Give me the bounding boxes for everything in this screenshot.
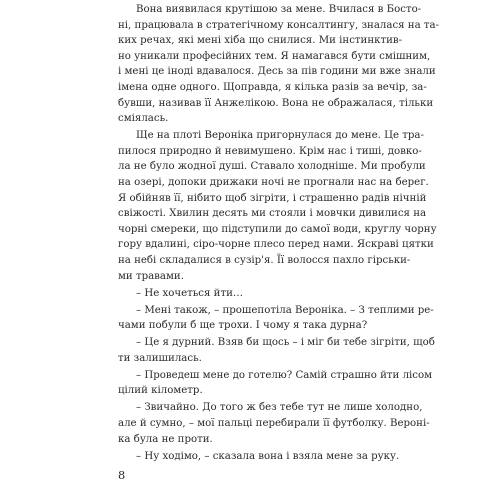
- text-line: на небі складалися в сузір'я. Її волосся пахло гірськи-: [118, 255, 411, 266]
- text-line: бувши, називав її Анжелікою. Вона не ображалася, тільки: [118, 97, 434, 109]
- page-number: 8: [118, 468, 126, 483]
- dialogue-line: ка була не проти.: [118, 433, 213, 445]
- text-line: ла не було жодної душі. Ставало холодніше. Ми пробули: [118, 161, 426, 173]
- text-line: свіжості. Хвилин десять ми стояли і мовчки дивилися на: [118, 208, 427, 220]
- text-line: сміялась.: [118, 113, 169, 125]
- text-line: ми травами.: [118, 270, 184, 282]
- dialogue-line: цілий кілометр.: [118, 385, 203, 397]
- text-line: ких речах, які мені хіба що снилися. Ми інстинктив-: [118, 35, 403, 47]
- dialogue-line: але й сумно, – мої пальці перебирали її футболку. Вероні-: [118, 418, 430, 429]
- text-line: чорні смереки, що підступили до самої води, круглу чорну: [118, 223, 437, 235]
- dialogue-line: чами побули б ще трохи. І чому я така дурна?: [118, 320, 368, 332]
- dialogue-line: – Мені також, – прошепотіла Вероніка. – З теплими ре-: [136, 304, 434, 316]
- dialogue-line: – Проведеш мене до готелю? Самій страшно йти лісом: [136, 369, 433, 381]
- dialogue-line: – Не хочеться йти…: [136, 287, 244, 299]
- dialogue-line: – Ну ходімо, – сказала вона і взяла мене за руку.: [136, 450, 400, 462]
- text-line: гору вдалині, сіро-чорне плесо перед нами. Яскраві цятки: [118, 239, 434, 251]
- text-line: імена одне одного. Щоправда, я кілька разів за вечір, за-: [118, 82, 427, 93]
- text-line: пилося природно й невимушено. Крім нас і тиші, довко-: [118, 145, 422, 157]
- dialogue-line: – Це я дурний. Взяв би щось – і міг би тебе зігріти, щоб: [136, 337, 435, 349]
- text-line: на озері, допоки дрижаки ночі не прогнали нас на берег.: [118, 177, 429, 188]
- text-line: і мені це іноді вдавалося. Десь за пів години ми вже знали: [118, 66, 436, 78]
- text-line: ні, працювала в стратегічному консалтингу, зналася на та-: [118, 19, 440, 31]
- dialogue-line: – Звичайно. До того ж без тебе тут не лише холодно,: [136, 402, 423, 414]
- text-line: но уникали професійних тем. Я намагався бути смішним,: [118, 50, 431, 62]
- dialogue-line: ти залишилась.: [118, 352, 202, 364]
- text-line: Вона виявилася крутішою за мене. Вчилася в Босто-: [136, 4, 422, 15]
- text-line: Ще на плоті Вероніка пригорнулася до мене. Це тра-: [136, 130, 424, 142]
- text-line: Я обійняв її, нібито щоб зігріти, і страшенно радів нічній: [118, 192, 427, 204]
